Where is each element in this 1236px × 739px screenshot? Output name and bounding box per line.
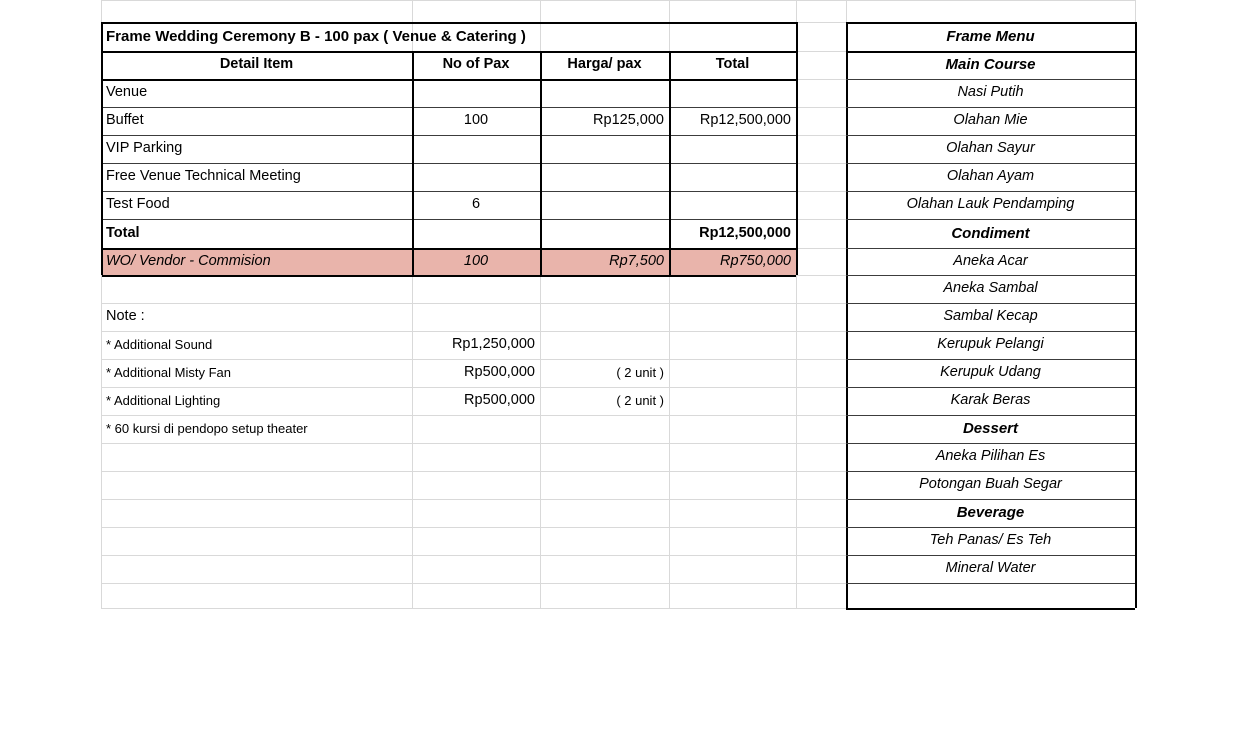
note-line: * Additional Sound [106,337,213,353]
frame-menu-item: Aneka Sambal [943,280,1038,297]
note-amount: Rp500,000 [464,392,535,409]
column-header-detail-item: Detail Item [219,56,294,73]
table-cell-total [669,163,796,191]
commission-row-harga: Rp7,500 [609,252,664,269]
frame-menu-item: Olahan Ayam [946,168,1035,185]
table-row: Buffet [106,112,144,129]
table-cell-harga [540,135,669,163]
note-qty: ( 2 unit ) [616,365,664,381]
frame-menu-section-heading: Dessert [962,420,1019,438]
frame-menu-title: Frame Menu [946,27,1035,45]
column-header-no-of-pax: No of Pax [442,56,510,73]
frame-menu-item: Mineral Water [945,560,1036,577]
note-amount: Rp1,250,000 [451,336,535,353]
note-amount [412,415,540,443]
total-row-amount: Rp12,500,000 [699,224,791,241]
frame-menu-item: Olahan Sayur [946,140,1035,157]
frame-menu-item: Kerupuk Pelangi [937,336,1044,353]
notes-label: Note : [106,308,145,325]
table-cell-total [669,79,796,107]
commission-row-pax: 100 [463,252,489,269]
frame-menu-item: Kerupuk Udang [940,364,1041,381]
frame-menu-item: Aneka Pilihan Es [935,448,1046,465]
frame-menu-item: Olahan Mie [953,112,1028,129]
table-cell-pax: 100 [463,112,489,129]
note-line: * 60 kursi di pendopo setup theater [106,421,308,437]
column-header-harga-per-pax: Harga/ pax [567,56,642,73]
table-row: Test Food [106,196,170,213]
table-cell-total [669,135,796,163]
table-cell-total: Rp12,500,000 [699,112,791,129]
column-header-total: Total [715,56,750,73]
table-cell-harga [540,163,669,191]
frame-menu-item: Karak Beras [950,392,1031,409]
frame-menu-item: Aneka Acar [953,252,1028,269]
table-row: VIP Parking [106,140,183,157]
frame-menu-item: Olahan Lauk Pendamping [906,196,1075,213]
frame-menu-section-heading: Condiment [951,224,1030,242]
table-row: Venue [106,84,148,101]
frame-menu-item: Sambal Kecap [943,308,1038,325]
table-cell-pax [412,79,540,107]
note-qty [540,331,669,359]
total-row-harga [540,219,669,248]
table-cell-pax: 6 [471,196,481,213]
frame-menu-section-heading: Main Course [945,56,1036,74]
total-row-pax [412,219,540,248]
table-cell-harga: Rp125,000 [593,112,664,129]
note-line: * Additional Misty Fan [106,365,232,381]
table-cell-total [669,191,796,219]
note-line: * Additional Lighting [106,393,221,409]
commission-row-label: WO/ Vendor - Commision [106,252,271,269]
table-cell-pax [412,163,540,191]
frame-menu-item: Nasi Putih [957,84,1024,101]
total-row-label: Total [106,224,140,241]
note-amount: Rp500,000 [464,364,535,381]
note-qty: ( 2 unit ) [616,393,664,409]
table-cell-harga [540,79,669,107]
frame-menu-section-heading: Beverage [956,504,1025,522]
quote-table-title: Frame Wedding Ceremony B - 100 pax ( Venue & Catering ) [106,27,526,45]
table-cell-pax [412,135,540,163]
frame-menu-item: Potongan Buah Segar [919,476,1062,493]
frame-menu-item: Teh Panas/ Es Teh [929,532,1052,549]
table-cell-harga [540,191,669,219]
commission-row-amount: Rp750,000 [720,252,791,269]
table-row: Free Venue Technical Meeting [106,168,301,185]
note-qty [540,415,669,443]
